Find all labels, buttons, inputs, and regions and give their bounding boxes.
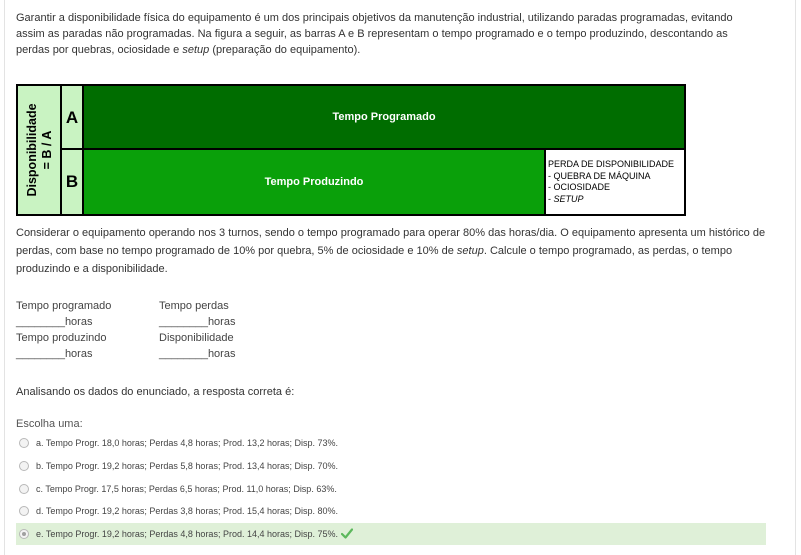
radio-button[interactable] <box>19 461 29 471</box>
loss-title: PERDA DE DISPONIBILIDADE <box>548 159 675 169</box>
option-label[interactable]: a. Tempo Progr. 18,0 horas; Perdas 4,8 horas; Prod. 13,2 horas; Disp. 73%. <box>36 438 339 448</box>
field-label: Tempo perdas <box>159 300 229 312</box>
option-label[interactable]: e. Tempo Progr. 19,2 horas; Perdas 4,8 horas; Prod. 14,4 horas; Disp. 75%. <box>36 529 339 539</box>
option-label-wrap[interactable] <box>36 523 353 545</box>
question-text-part: Considerar o equipamento operando nos 3 turnos, sendo o tempo programado para operar 80% das horas/dia. O equipamento apresenta um histórico de perdas, com base no tempo programado de 10% por quebra, 5% de ociosidade e 10% de <box>16 227 766 257</box>
field-tempo-produzindo <box>16 330 156 362</box>
answer-option-e[interactable] <box>16 523 766 545</box>
loss-item: - OCIOSIDADE <box>548 182 611 192</box>
radio-button[interactable] <box>19 484 29 494</box>
producing-time-bar: Tempo Produzindo <box>84 150 546 214</box>
bar-a-letter: A <box>62 86 84 150</box>
field-blank: ________horas <box>159 316 236 328</box>
intro-text-part: (preparação do equipamento). <box>209 44 361 56</box>
loss-item: - QUEBRA DE MÁQUINA <box>548 170 651 181</box>
field-label: Tempo programado <box>16 300 112 312</box>
field-blank: ________horas <box>159 348 236 360</box>
loss-item-prefix: - <box>548 193 554 204</box>
availability-ratio: = B / A <box>40 130 54 170</box>
radio-button[interactable] <box>19 438 29 448</box>
availability-formula <box>25 103 55 196</box>
availability-figure <box>16 84 686 216</box>
availability-side-label <box>18 86 62 214</box>
question-text-part: . Calcule o tempo programado, as perdas, o tempo produzindo e a disponibilidade. <box>16 245 733 275</box>
intro-text-part: Garantir a disponibilidade física do equipamento é um dos principais objetivos da manutenção industrial, utilizando paradas programadas, evitando assim as paradas não programadas. Na figura a seguir, as barras A e B representam o tempo programado e o tempo produzindo, descontando as perdas por quebras, ociosidade e <box>16 12 733 56</box>
availability-loss-box <box>546 150 684 214</box>
field-label: Disponibilidade <box>159 332 234 344</box>
answer-prompt: Analisando os dados do enunciado, a resposta correta é: <box>16 386 295 398</box>
field-blank: ________horas <box>16 348 93 360</box>
answer-option-c[interactable] <box>16 478 766 500</box>
field-label: Tempo produzindo <box>16 332 107 344</box>
option-label[interactable]: c. Tempo Progr. 17,5 horas; Perdas 6,5 horas; Prod. 11,0 horas; Disp. 63%. <box>36 484 337 494</box>
option-label[interactable]: b. Tempo Progr. 19,2 horas; Perdas 5,8 horas; Prod. 13,4 horas; Disp. 70%. <box>36 461 339 471</box>
answer-option-b[interactable] <box>16 455 766 477</box>
loss-item <box>548 194 684 206</box>
loss-item-setup: SETUP <box>553 193 584 204</box>
intro-text-italic: setup <box>182 44 210 56</box>
question-text-italic: setup <box>456 245 484 257</box>
answer-option-d[interactable] <box>16 500 766 522</box>
radio-button[interactable] <box>19 506 29 516</box>
checkmark-icon <box>341 528 353 539</box>
field-tempo-perdas <box>159 298 299 330</box>
field-disponibilidade <box>159 330 299 362</box>
answer-option-a[interactable] <box>16 432 766 454</box>
radio-button-selected[interactable] <box>19 529 29 539</box>
option-label[interactable]: d. Tempo Progr. 19,2 horas; Perdas 3,8 horas; Prod. 15,4 horas; Disp. 80%. <box>36 506 339 516</box>
scheduled-time-bar: Tempo Programado <box>84 86 684 150</box>
choose-one-label: Escolha uma: <box>16 418 83 430</box>
bar-b-letter: B <box>62 150 84 214</box>
intro-text <box>16 10 756 58</box>
field-blank: ________horas <box>16 316 93 328</box>
field-tempo-programado <box>16 298 156 330</box>
question-text <box>16 224 771 278</box>
availability-label: Disponibilidade <box>25 103 39 197</box>
